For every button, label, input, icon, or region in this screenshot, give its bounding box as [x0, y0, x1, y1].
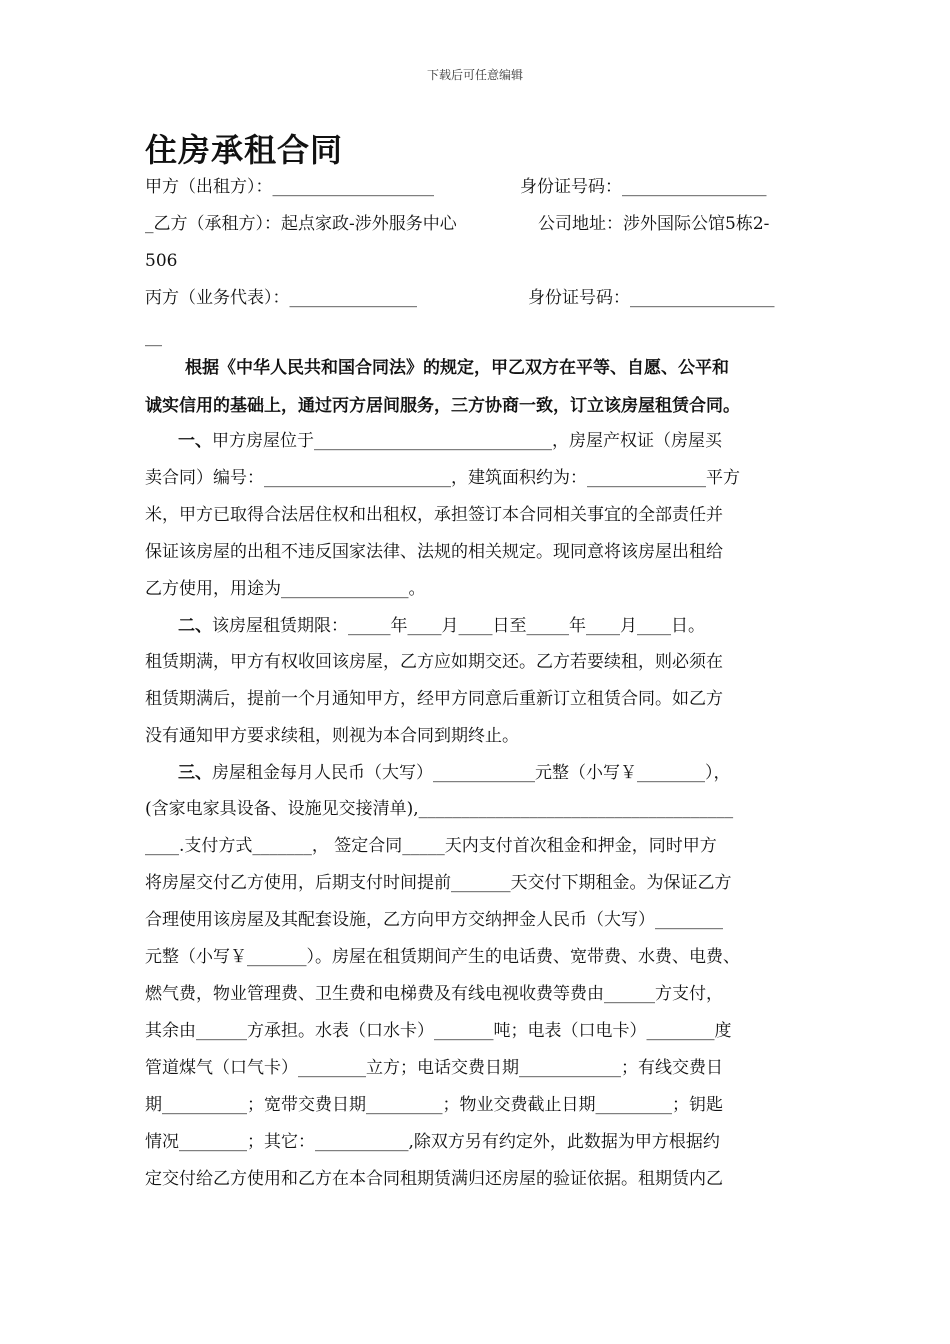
clause-2-line-4: 没有通知甲方要求续租，则视为本合同到期终止。	[145, 726, 519, 746]
preamble-line-2: 诚实信用的基础上，通过丙方居间服务，三方协商一致，订立该房屋租赁合同。	[145, 396, 740, 416]
document-title: 住房承租合同	[145, 131, 344, 169]
party-c-label: 丙方（业务代表）：_______________	[145, 288, 417, 308]
clause-1-line-2: 卖合同）编号：______________________，建筑面积约为：______________平方	[145, 468, 740, 488]
party-c-line	[145, 287, 775, 309]
party-c-id: 身份证号码：_________________	[528, 288, 775, 308]
clause-3-line-7: 燃气费，物业管理费、卫生费和电梯费及有线电视收费等费由______方支付，	[145, 984, 723, 1004]
clause-3-line-3: ____.支付方式_______， 签定合同_____天内支付首次租金和押金，同时甲方	[145, 836, 717, 856]
clause-1-line-4: 保证该房屋的出租不违反国家法律、法规的相关规定。现同意将该房屋出租给	[145, 542, 723, 562]
party-b-address-cont: 506	[145, 251, 178, 271]
clause-3-line-5: 合理使用该房屋及其配套设施，乙方向甲方交纳押金人民币（大写）________	[145, 910, 723, 930]
clause-3-line-4: 将房屋交付乙方使用，后期支付时间提前_______天交付下期租金。为保证乙方	[145, 873, 732, 893]
clause-2-number: 二、	[178, 616, 212, 636]
party-a-id: 身份证号码：_________________	[520, 177, 767, 197]
preamble-line-1: 根据《中华人民共和国合同法》的规定，甲乙双方在平等、自愿、公平和	[185, 358, 729, 378]
clause-2-line-3: 租赁期满后，提前一个月通知甲方，经甲方同意后重新订立租赁合同。如乙方	[145, 689, 723, 709]
clause-3-line-9: 管道煤气（口气卡）________立方；电话交费日期____________；有线交费日	[145, 1058, 723, 1078]
party-b-address: 公司地址：涉外国际公馆5栋2-	[538, 214, 770, 234]
clause-2-line-1	[178, 615, 705, 637]
clause-1-line-1	[178, 430, 722, 452]
clause-1-line-5: 乙方使用，用途为_______________。	[145, 579, 426, 599]
clause-3-number: 三、	[178, 763, 212, 783]
clause-1-number: 一、	[178, 431, 212, 451]
clause-3-line-10: 期__________；宽带交费日期_________；物业交费截止日期_________；钥匙	[145, 1095, 723, 1115]
clause-1-text: 甲方房屋位于____________________________，房屋产权证（房屋买	[212, 431, 722, 451]
party-b-label: _乙方（承租方）：起点家政-涉外服务中心	[145, 214, 457, 234]
page-header-note: 下载后可任意编辑	[426, 68, 523, 82]
party-a-line	[145, 176, 767, 198]
clause-3-line-6: 元整（小写￥_______）。房屋在租赁期间产生的电话费、宽带费、水费、电费、	[145, 947, 740, 967]
party-c-id-cont: __	[145, 327, 162, 347]
party-b-line	[145, 213, 770, 235]
clause-3-line-12: 定交付给乙方使用和乙方在本合同租期赁满归还房屋的验证依据。租期赁内乙	[145, 1169, 723, 1189]
clause-3-line-11: 情况________；其它：___________,除双方另有约定外，此数据为甲方根据约	[145, 1132, 720, 1152]
clause-2-text: 该房屋租赁期限：_____年____月____日至_____年____月____日。	[212, 616, 705, 636]
clause-2-line-2: 租赁期满，甲方有权收回该房屋，乙方应如期交还。乙方若要续租，则必须在	[145, 652, 723, 672]
clause-3-line-8: 其余由______方承担。水表（口水卡）_______吨；电表（口电卡）________度	[145, 1021, 732, 1041]
clause-3-line-2: (含家电家具设备、设施见交接清单),_____________________________________	[145, 799, 734, 819]
clause-1-line-3: 米，甲方已取得合法居住权和出租权，承担签订本合同相关事宜的全部责任并	[145, 505, 723, 525]
clause-3-line-1	[178, 762, 731, 784]
party-a-label: 甲方（出租方）：___________________	[145, 177, 434, 197]
clause-3-text: 房屋租金每月人民币（大写）____________元整（小写￥________），	[212, 763, 731, 783]
